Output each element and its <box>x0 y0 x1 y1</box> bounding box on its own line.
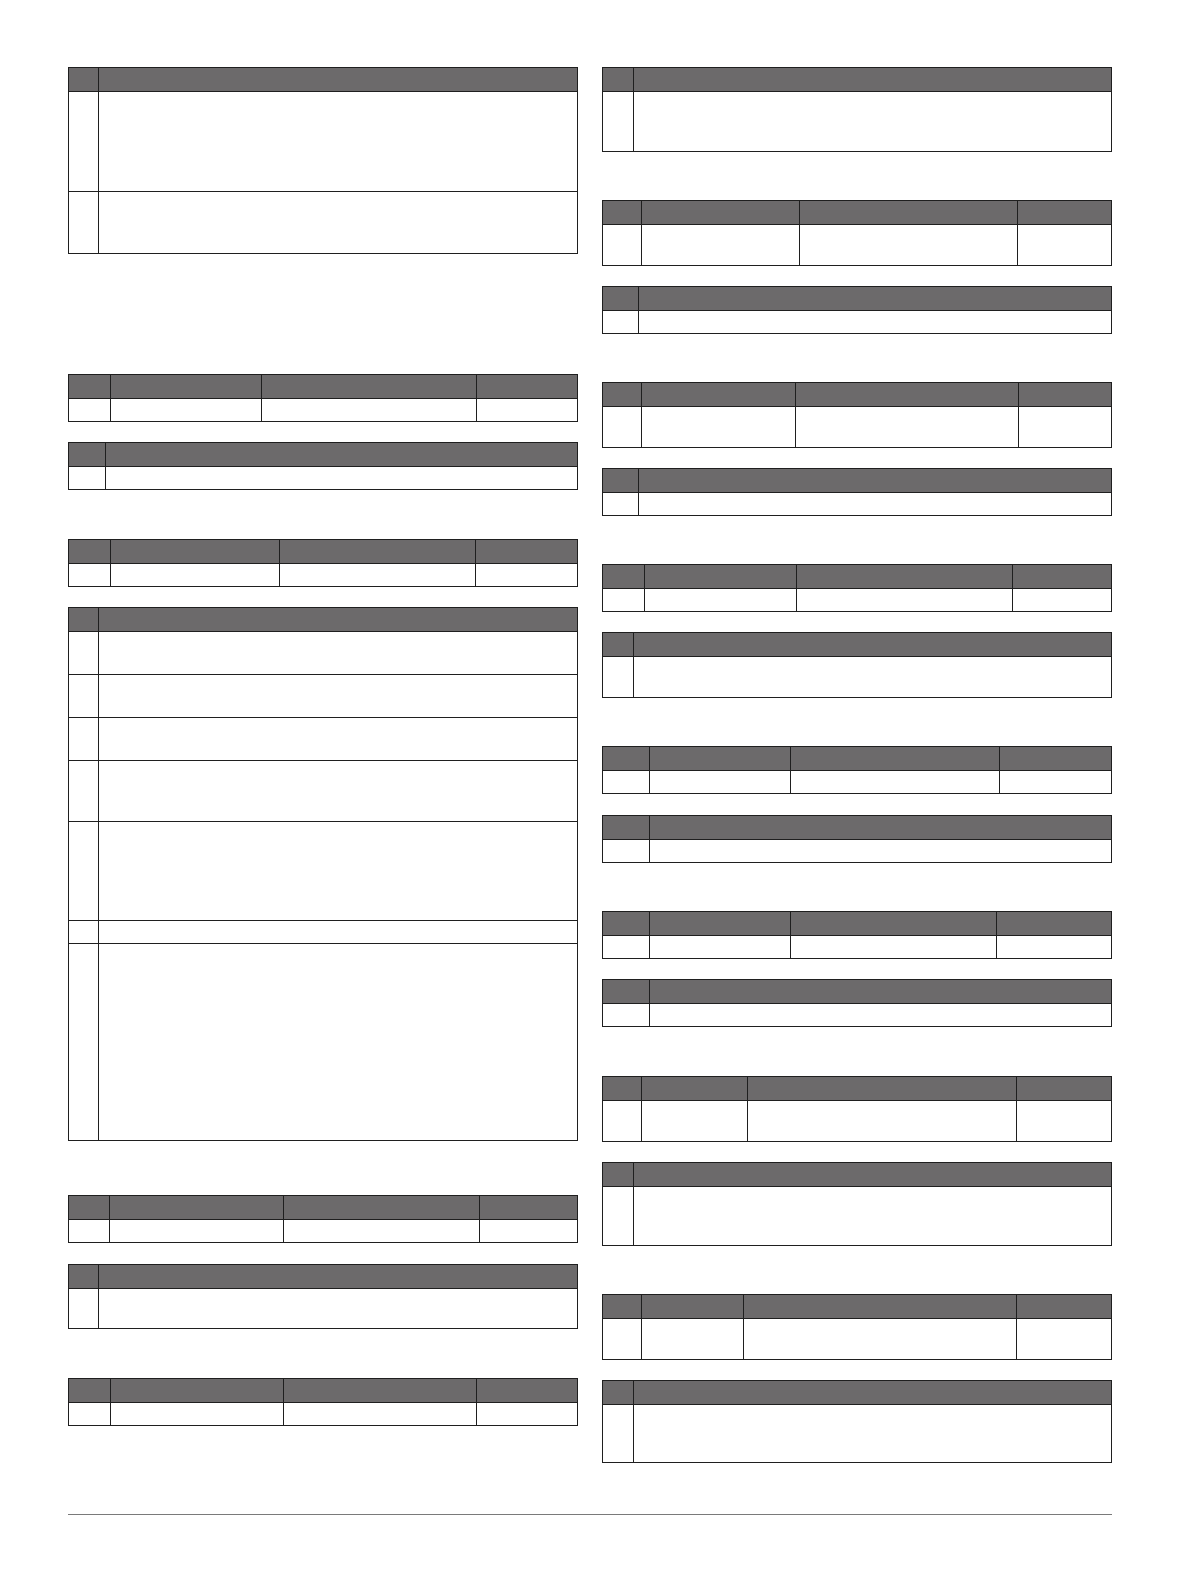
header-cell <box>603 816 650 840</box>
table-cell <box>1018 225 1112 266</box>
table-cell <box>69 822 99 921</box>
table-cell <box>69 944 99 1141</box>
header-cell <box>603 1295 642 1319</box>
header-cell <box>642 201 800 225</box>
header-cell <box>603 980 650 1004</box>
table-cell <box>69 718 99 761</box>
header-cell <box>477 1379 578 1403</box>
header-cell <box>110 1196 284 1220</box>
left-table-7 <box>68 1264 578 1329</box>
header-cell <box>997 912 1112 936</box>
right-table-3 <box>602 286 1112 334</box>
table-cell <box>603 771 650 794</box>
table-cell <box>69 632 99 675</box>
header-cell <box>603 1163 634 1187</box>
header-cell <box>603 287 639 311</box>
table-cell <box>1017 1319 1112 1360</box>
header-cell <box>1013 565 1112 589</box>
header-cell <box>639 469 1112 493</box>
right-table-10 <box>602 911 1112 959</box>
header-cell <box>603 201 642 225</box>
header-cell <box>645 565 797 589</box>
right-table-9 <box>602 815 1112 863</box>
table-cell <box>99 1289 578 1329</box>
table-cell <box>99 761 578 822</box>
header-cell <box>650 980 1112 1004</box>
header-cell <box>642 383 796 407</box>
table-cell <box>997 936 1112 959</box>
table-cell <box>650 936 791 959</box>
table-cell <box>603 407 642 448</box>
table-cell <box>480 1220 578 1243</box>
header-cell <box>280 540 476 564</box>
right-table-14 <box>602 1294 1112 1360</box>
left-table-5 <box>68 607 578 1141</box>
header-cell <box>106 443 578 467</box>
table-cell <box>99 822 578 921</box>
right-table-7 <box>602 632 1112 698</box>
header-cell <box>69 375 111 399</box>
table-cell <box>99 632 578 675</box>
table-cell <box>800 225 1018 266</box>
table-cell <box>280 564 476 587</box>
header-cell <box>69 1265 99 1289</box>
header-cell <box>480 1196 578 1220</box>
table-cell <box>1000 771 1112 794</box>
header-cell <box>476 540 578 564</box>
table-cell <box>797 589 1013 612</box>
header-cell <box>99 608 578 632</box>
header-cell <box>69 540 111 564</box>
header-cell <box>1017 1295 1112 1319</box>
header-cell <box>634 68 1112 92</box>
right-table-6 <box>602 564 1112 612</box>
header-cell <box>111 1379 284 1403</box>
table-cell <box>69 92 99 192</box>
table-cell <box>69 761 99 822</box>
header-cell <box>634 1163 1112 1187</box>
table-cell <box>603 1101 642 1142</box>
table-cell <box>262 399 477 422</box>
table-cell <box>603 225 642 266</box>
header-cell <box>603 1077 642 1101</box>
table-cell <box>634 657 1112 698</box>
table-cell <box>1017 1101 1112 1142</box>
right-table-11 <box>602 979 1112 1027</box>
table-cell <box>603 1405 634 1463</box>
left-table-8 <box>68 1378 578 1426</box>
table-cell <box>744 1319 1017 1360</box>
table-cell <box>99 921 578 944</box>
table-cell <box>642 225 800 266</box>
header-cell <box>284 1379 477 1403</box>
table-cell <box>111 1403 284 1426</box>
header-cell <box>69 68 99 92</box>
table-cell <box>642 1319 744 1360</box>
header-cell <box>1018 201 1112 225</box>
header-cell <box>650 912 791 936</box>
table-cell <box>284 1403 477 1426</box>
header-cell <box>111 375 262 399</box>
header-cell <box>796 383 1019 407</box>
header-cell <box>650 816 1112 840</box>
table-cell <box>99 192 578 254</box>
table-cell <box>634 1187 1112 1246</box>
header-cell <box>744 1295 1017 1319</box>
table-cell <box>99 92 578 192</box>
header-cell <box>634 1381 1112 1405</box>
table-cell <box>603 1004 650 1027</box>
header-cell <box>69 1196 110 1220</box>
right-table-2 <box>602 200 1112 266</box>
header-cell <box>69 1379 111 1403</box>
header-cell <box>650 747 791 771</box>
table-cell <box>69 1289 99 1329</box>
header-cell <box>642 1295 744 1319</box>
table-cell <box>603 1319 642 1360</box>
header-cell <box>603 633 634 657</box>
table-cell <box>69 675 99 718</box>
header-cell <box>1017 1077 1112 1101</box>
header-cell <box>603 747 650 771</box>
table-cell <box>603 1187 634 1246</box>
table-cell <box>642 407 796 448</box>
table-cell <box>1013 589 1112 612</box>
header-cell <box>639 287 1112 311</box>
table-cell <box>110 1220 284 1243</box>
table-cell <box>603 840 650 863</box>
table-cell <box>69 467 106 490</box>
table-cell <box>796 407 1019 448</box>
left-table-2 <box>68 374 578 422</box>
header-cell <box>1000 747 1112 771</box>
right-table-12 <box>602 1076 1112 1142</box>
table-cell <box>639 493 1112 516</box>
table-cell <box>791 771 1000 794</box>
table-cell <box>603 936 650 959</box>
table-cell <box>111 564 280 587</box>
table-cell <box>69 1220 110 1243</box>
header-cell <box>603 68 634 92</box>
table-cell <box>634 92 1112 152</box>
header-cell <box>800 201 1018 225</box>
header-cell <box>477 375 578 399</box>
right-table-8 <box>602 746 1112 794</box>
header-cell <box>642 1077 748 1101</box>
table-cell <box>111 399 262 422</box>
header-cell <box>797 565 1013 589</box>
left-table-6 <box>68 1195 578 1243</box>
header-cell <box>99 68 578 92</box>
right-table-5 <box>602 468 1112 516</box>
header-cell <box>748 1077 1017 1101</box>
table-cell <box>99 944 578 1141</box>
table-cell <box>69 1403 111 1426</box>
table-cell <box>603 657 634 698</box>
table-cell <box>603 92 634 152</box>
header-cell <box>791 912 997 936</box>
table-cell <box>99 675 578 718</box>
table-cell <box>69 564 111 587</box>
header-cell <box>603 912 650 936</box>
header-cell <box>284 1196 480 1220</box>
table-cell <box>645 589 797 612</box>
table-cell <box>650 840 1112 863</box>
table-cell <box>748 1101 1017 1142</box>
table-cell <box>1019 407 1112 448</box>
right-table-4 <box>602 382 1112 448</box>
header-cell <box>69 443 106 467</box>
header-cell <box>1019 383 1112 407</box>
header-cell <box>603 383 642 407</box>
header-cell <box>603 565 645 589</box>
left-table-4 <box>68 539 578 587</box>
header-cell <box>111 540 280 564</box>
header-cell <box>791 747 1000 771</box>
right-table-13 <box>602 1162 1112 1246</box>
table-cell <box>603 311 639 334</box>
table-cell <box>106 467 578 490</box>
table-cell <box>650 1004 1112 1027</box>
left-table-3 <box>68 442 578 490</box>
table-cell <box>99 718 578 761</box>
table-cell <box>69 399 111 422</box>
table-cell <box>634 1405 1112 1463</box>
table-cell <box>284 1220 480 1243</box>
header-cell <box>603 469 639 493</box>
header-cell <box>69 608 99 632</box>
table-cell <box>69 192 99 254</box>
table-cell <box>642 1101 748 1142</box>
table-cell <box>603 589 645 612</box>
right-table-1 <box>602 67 1112 152</box>
table-cell <box>477 399 578 422</box>
table-cell <box>639 311 1112 334</box>
table-cell <box>477 1403 578 1426</box>
header-cell <box>634 633 1112 657</box>
table-cell <box>69 921 99 944</box>
left-table-1 <box>68 67 578 254</box>
table-cell <box>650 771 791 794</box>
table-cell <box>603 493 639 516</box>
footer-divider <box>68 1514 1112 1515</box>
table-cell <box>791 936 997 959</box>
header-cell <box>603 1381 634 1405</box>
header-cell <box>99 1265 578 1289</box>
header-cell <box>262 375 477 399</box>
right-table-15 <box>602 1380 1112 1463</box>
table-cell <box>476 564 578 587</box>
